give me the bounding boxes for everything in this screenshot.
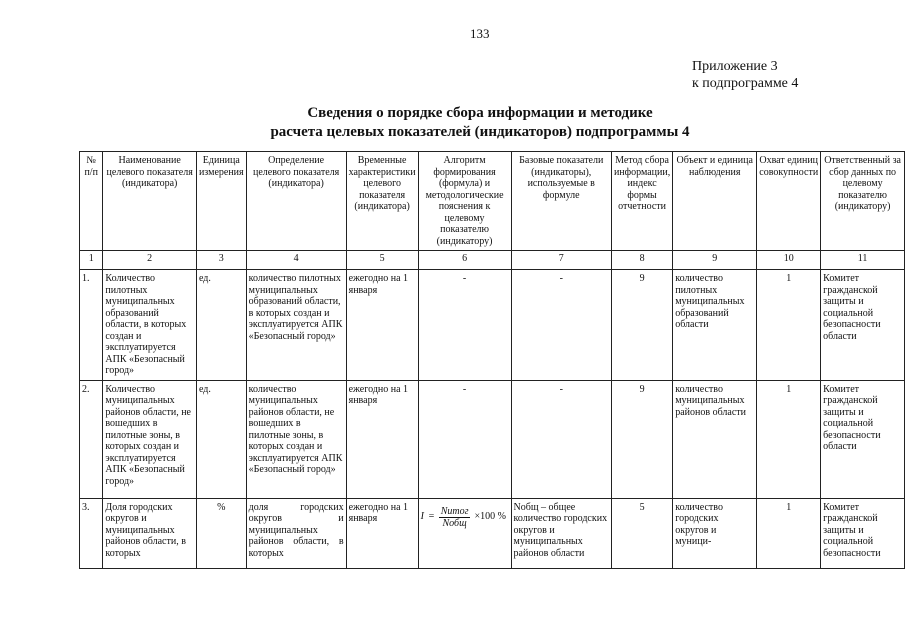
- document-title: [150, 104, 810, 142]
- indicator-definition: количество муниципальных районов области, не вошедших в пилотные зоны, в которых создан и эксплуатируется АПК «Безопасный город»: [246, 380, 346, 498]
- row-number: 3.: [80, 498, 103, 568]
- column-number: 9: [673, 251, 757, 270]
- header-cell: Ответственный за сбор данных по целевому показателю (индикатору): [821, 152, 905, 251]
- formula-numerator: Nитог: [440, 505, 469, 517]
- formula-denominator: Nобщ: [442, 517, 467, 529]
- coverage: 1: [757, 270, 821, 381]
- column-number: 8: [611, 251, 672, 270]
- header-cell: № п/п: [80, 152, 103, 251]
- indicators-table: [79, 151, 905, 569]
- observation-object: количество городских округов и муници-: [673, 498, 757, 568]
- column-number: 1: [80, 251, 103, 270]
- header-cell: Объект и единица наблюдения: [673, 152, 757, 251]
- page-number: 133: [470, 26, 490, 41]
- collection-method: 9: [611, 380, 672, 498]
- time-characteristics: ежегодно на 1 января: [346, 270, 418, 381]
- responsible: Комитет гражданской защиты и социальной безопасности: [821, 498, 905, 568]
- column-number: 7: [511, 251, 611, 270]
- column-number: 4: [246, 251, 346, 270]
- table-row: [80, 498, 905, 568]
- row-number: 1.: [80, 270, 103, 381]
- formula-multiplier: ×100 %: [474, 511, 506, 523]
- collection-method: 9: [611, 270, 672, 381]
- formula: [421, 502, 509, 529]
- indicator-definition: количество пилотных муниципальных образований области, в которых создан и эксплуатируется АПК «Безопасный город»: [246, 270, 346, 381]
- observation-object: количество муниципальных районов области: [673, 380, 757, 498]
- title-line-2: расчета целевых показателей (индикаторов) подпрограммы 4: [270, 124, 690, 140]
- base-indicators: -: [511, 270, 611, 381]
- header-cell: Алгоритм формирования (формула) и методологические пояснения к целевому показателю (индикатору): [418, 152, 511, 251]
- formula-lhs: I: [420, 511, 424, 523]
- indicator-name: Количество пилотных муниципальных образований области, в которых создан и эксплуатируется АПК «Безопасный город»: [103, 270, 197, 381]
- column-number: 2: [103, 251, 197, 270]
- algorithm: -: [418, 270, 511, 381]
- indicator-name: Количество муниципальных районов области, не вошедших в пилотные зоны, в которых создан и эксплуатируется АПК «Безопасный город»: [103, 380, 197, 498]
- collection-method: 5: [611, 498, 672, 568]
- table-header-row: [80, 152, 905, 251]
- title-line-1: Сведения о порядке сбора информации и методике: [307, 105, 653, 121]
- observation-object: количество пилотных муниципальных образований области: [673, 270, 757, 381]
- responsible: Комитет гражданской защиты и социальной безопасности области: [821, 380, 905, 498]
- formula-equals: =: [427, 511, 435, 523]
- column-number: 3: [196, 251, 246, 270]
- column-number: 10: [757, 251, 821, 270]
- algorithm-formula: [418, 498, 511, 568]
- header-cell: Определение целевого показателя (индикатора): [246, 152, 346, 251]
- table-row: [80, 270, 905, 381]
- responsible: Комитет гражданской защиты и социальной безопасности области: [821, 270, 905, 381]
- column-number: 5: [346, 251, 418, 270]
- base-indicators: Nобщ – общее количество городских округов и муниципальных районов области: [511, 498, 611, 568]
- table-row: [80, 380, 905, 498]
- algorithm: -: [418, 380, 511, 498]
- indicator-name: Доля городских округов и муниципальных районов области, в которых: [103, 498, 197, 568]
- coverage: 1: [757, 498, 821, 568]
- unit: ед.: [196, 380, 246, 498]
- column-number-row: [80, 251, 905, 270]
- unit: %: [196, 498, 246, 568]
- time-characteristics: ежегодно на 1 января: [346, 498, 418, 568]
- header-cell: Временные характеристики целевого показателя (индикатора): [346, 152, 418, 251]
- coverage: 1: [757, 380, 821, 498]
- header-cell: Метод сбора информации, индекс формы отчетности: [611, 152, 672, 251]
- time-characteristics: ежегодно на 1 января: [346, 380, 418, 498]
- header-cell: Наименование целевого показателя (индикатора): [103, 152, 197, 251]
- row-number: 2.: [80, 380, 103, 498]
- indicator-definition: доля городских округов и муниципальных районов области, в которых: [246, 498, 346, 568]
- unit: ед.: [196, 270, 246, 381]
- appendix-line-2: к подпрограмме 4: [692, 76, 799, 91]
- appendix-label: [692, 58, 798, 92]
- base-indicators: -: [511, 380, 611, 498]
- appendix-line-1: Приложение 3: [692, 59, 778, 74]
- formula-fraction: [439, 506, 471, 529]
- column-number: 6: [418, 251, 511, 270]
- header-cell: Охват единиц совокупности: [757, 152, 821, 251]
- header-cell: Единица измерения: [196, 152, 246, 251]
- header-cell: Базовые показатели (индикаторы), используемые в формуле: [511, 152, 611, 251]
- column-number: 11: [821, 251, 905, 270]
